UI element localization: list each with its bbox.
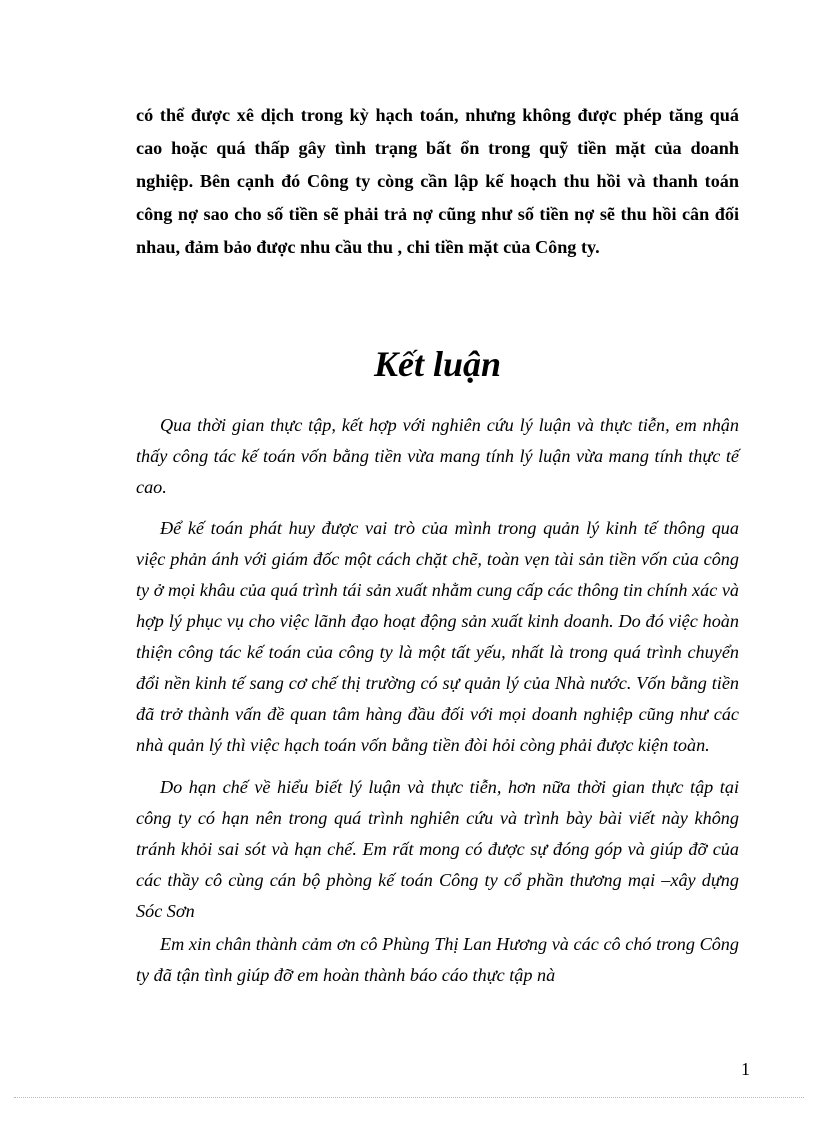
page-content [136,99,739,991]
conclusion-paragraph-4: Em xin chân thành cảm ơn cô Phùng Thị Lan Hương và các cô chó trong Công ty đã tận tình giúp đỡ em hoàn thành báo cáo thực tập nà [136,934,739,985]
page-number: 1 [741,1059,750,1079]
intro-paragraph: có thể được xê dịch trong kỳ hạch toán, nhưng không được phép tăng quá cao hoặc quá thấp gây tình trạng bất ổn trong quỹ tiền mặt của doanh nghiệp. Bên cạnh đó Công ty còng cần lập kế hoạch thu hồi và thanh toán công nợ sao cho số tiền sẽ phải trả nợ cũng như số tiền nợ sẽ thu hồi cân đối nhau, đảm bảo được nhu cầu thu , chi tiền mặt của Công ty. [136,105,739,257]
footer-divider [14,1097,804,1098]
conclusion-paragraph-1: Qua thời gian thực tập, kết hợp với nghiên cứu lý luận và thực tiễn, em nhận thấy công tác kế toán vốn bằng tiền vừa mang tính lý luận vừa mang tính thực tế cao. [136,415,739,497]
conclusion-paragraph-3: Do hạn chế về hiểu biết lý luận và thực tiễn, hơn nữa thời gian thực tập tại công ty có hạn nên trong quá trình nghiên cứu và trình bày bài viết này không tránh khỏi sai sót và hạn chế. Em rất mong có được sự đóng góp và giúp đỡ của các thầy cô cùng cán bộ phòng kế toán Công ty cổ phần thương mại –xây dựng Sóc Sơn [136,777,739,921]
conclusion-heading: Kết luận [373,344,502,384]
conclusion-paragraph-2: Để kế toán phát huy được vai trò của mình trong quản lý kinh tế thông qua việc phản ánh với giám đốc một cách chặt chẽ, toàn vẹn tài sản tiền vốn của công ty ở mọi khâu của quá trình tái sản xuất nhằm cung cấp các thông tin chính xác và hợp lý phục vụ cho việc lãnh đạo hoạt động sản xuất kinh doanh. Do đó việc hoàn thiện công tác kế toán của công ty là một tất yếu, nhất là trong quá trình chuyển đổi nền kinh tế sang cơ chế thị trường có sự quản lý của Nhà nước. Vốn bằng tiền đã trở thành vấn đề quan tâm hàng đầu đối với mọi doanh nghiệp cũng như các nhà quản lý thì việc hạch toán vốn bằng tiền đòi hỏi còng phải được kiện toàn. [136,518,739,755]
